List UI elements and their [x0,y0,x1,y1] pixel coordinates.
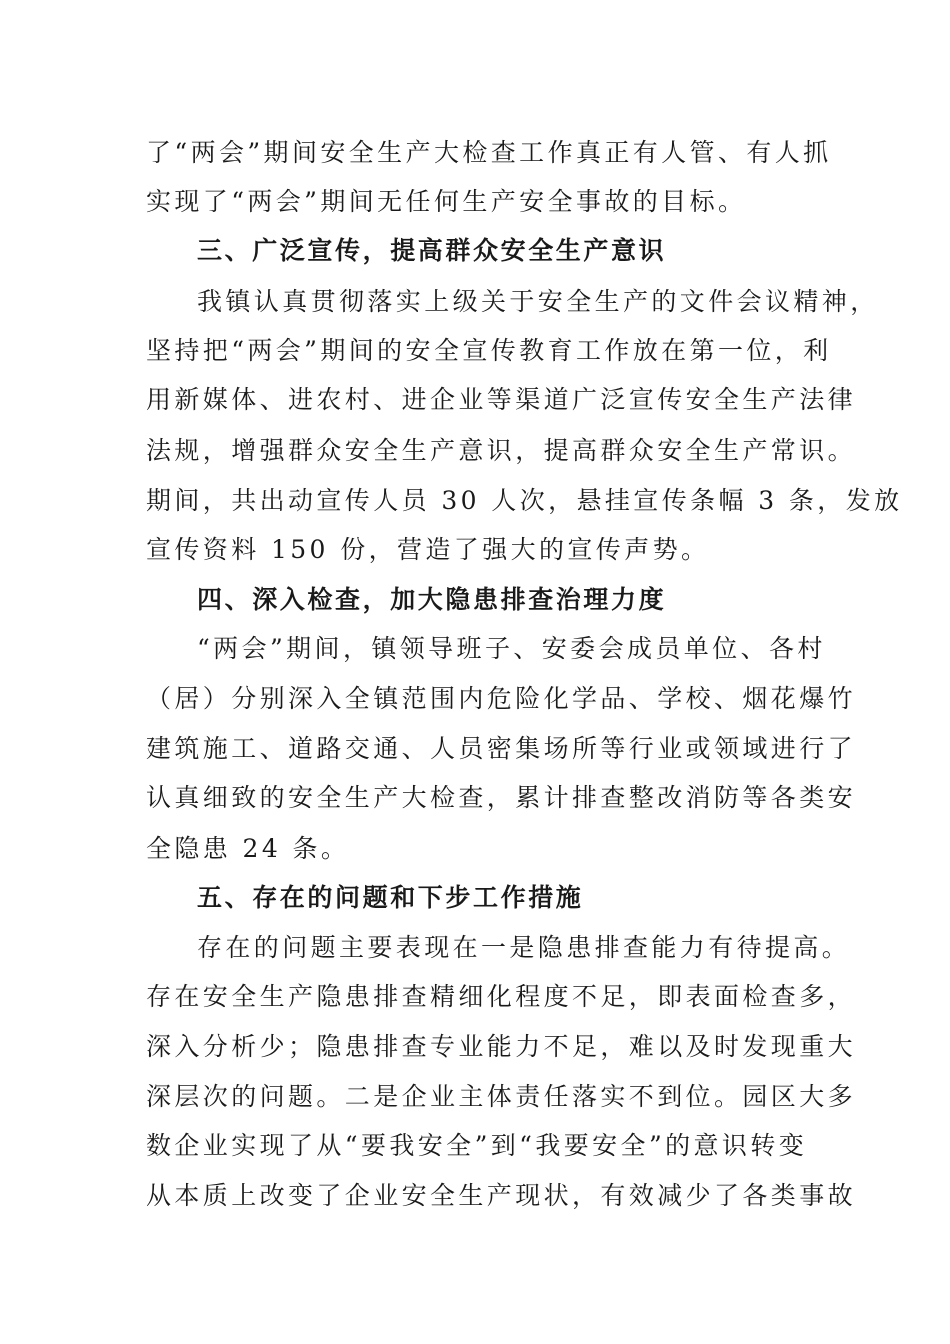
body-text-line: 坚持把“两会”期间的安全宣传教育工作放在第一位，利 [146,336,832,365]
section-heading-5: 五、存在的问题和下步工作措施 [197,883,584,912]
body-text-line: 建筑施工、道路交通、人员密集场所等行业或领域进行了 [146,734,857,763]
body-text-line: 了“两会”期间安全生产大检查工作真正有人管、有人抓 [146,138,832,167]
body-text-line: 数企业实现了从“要我安全”到“我要安全”的意识转变 [146,1131,808,1160]
section-heading-3: 三、广泛宣传，提高群众安全生产意识 [197,236,667,265]
body-text-line: 存在的问题主要表现在一是隐患排查能力有待提高。 [197,933,851,962]
body-text-line: 从本质上改变了企业安全生产现状，有效减少了各类事故 [146,1181,857,1210]
body-text-line: 宣传资料 150 份，营造了强大的宣传声势。 [146,535,710,564]
body-text-line: 我镇认真贯彻落实上级关于安全生产的文件会议精神， [197,287,879,316]
body-text-line: “两会”期间，镇领导班子、安委会成员单位、各村 [197,634,826,663]
body-text-line: 深入分析少；隐患排查专业能力不足，难以及时发现重大 [146,1032,857,1061]
body-text-line: 全隐患 24 条。 [146,834,350,863]
body-text-line: 期间，共出动宣传人员 30 人次，悬挂宣传条幅 3 条，发放 [146,486,903,515]
body-text-line: （居）分别深入全镇范围内危险化学品、学校、烟花爆竹 [146,684,857,713]
body-text-line: 法规，增强群众安全生产意识，提高群众安全生产常识。 [146,436,857,465]
body-text-line: 用新媒体、进农村、进企业等渠道广泛宣传安全生产法律 [146,385,857,414]
body-text-line: 实现了“两会”期间无任何生产安全事故的目标。 [146,187,747,216]
body-text-line: 存在安全生产隐患排查精细化程度不足，即表面检查多， [146,982,857,1011]
body-text-line: 认真细致的安全生产大检查，累计排查整改消防等各类安 [146,783,857,812]
section-heading-4: 四、深入检查，加大隐患排查治理力度 [197,585,667,614]
body-text-line: 深层次的问题。二是企业主体责任落实不到位。园区大多 [146,1082,857,1111]
